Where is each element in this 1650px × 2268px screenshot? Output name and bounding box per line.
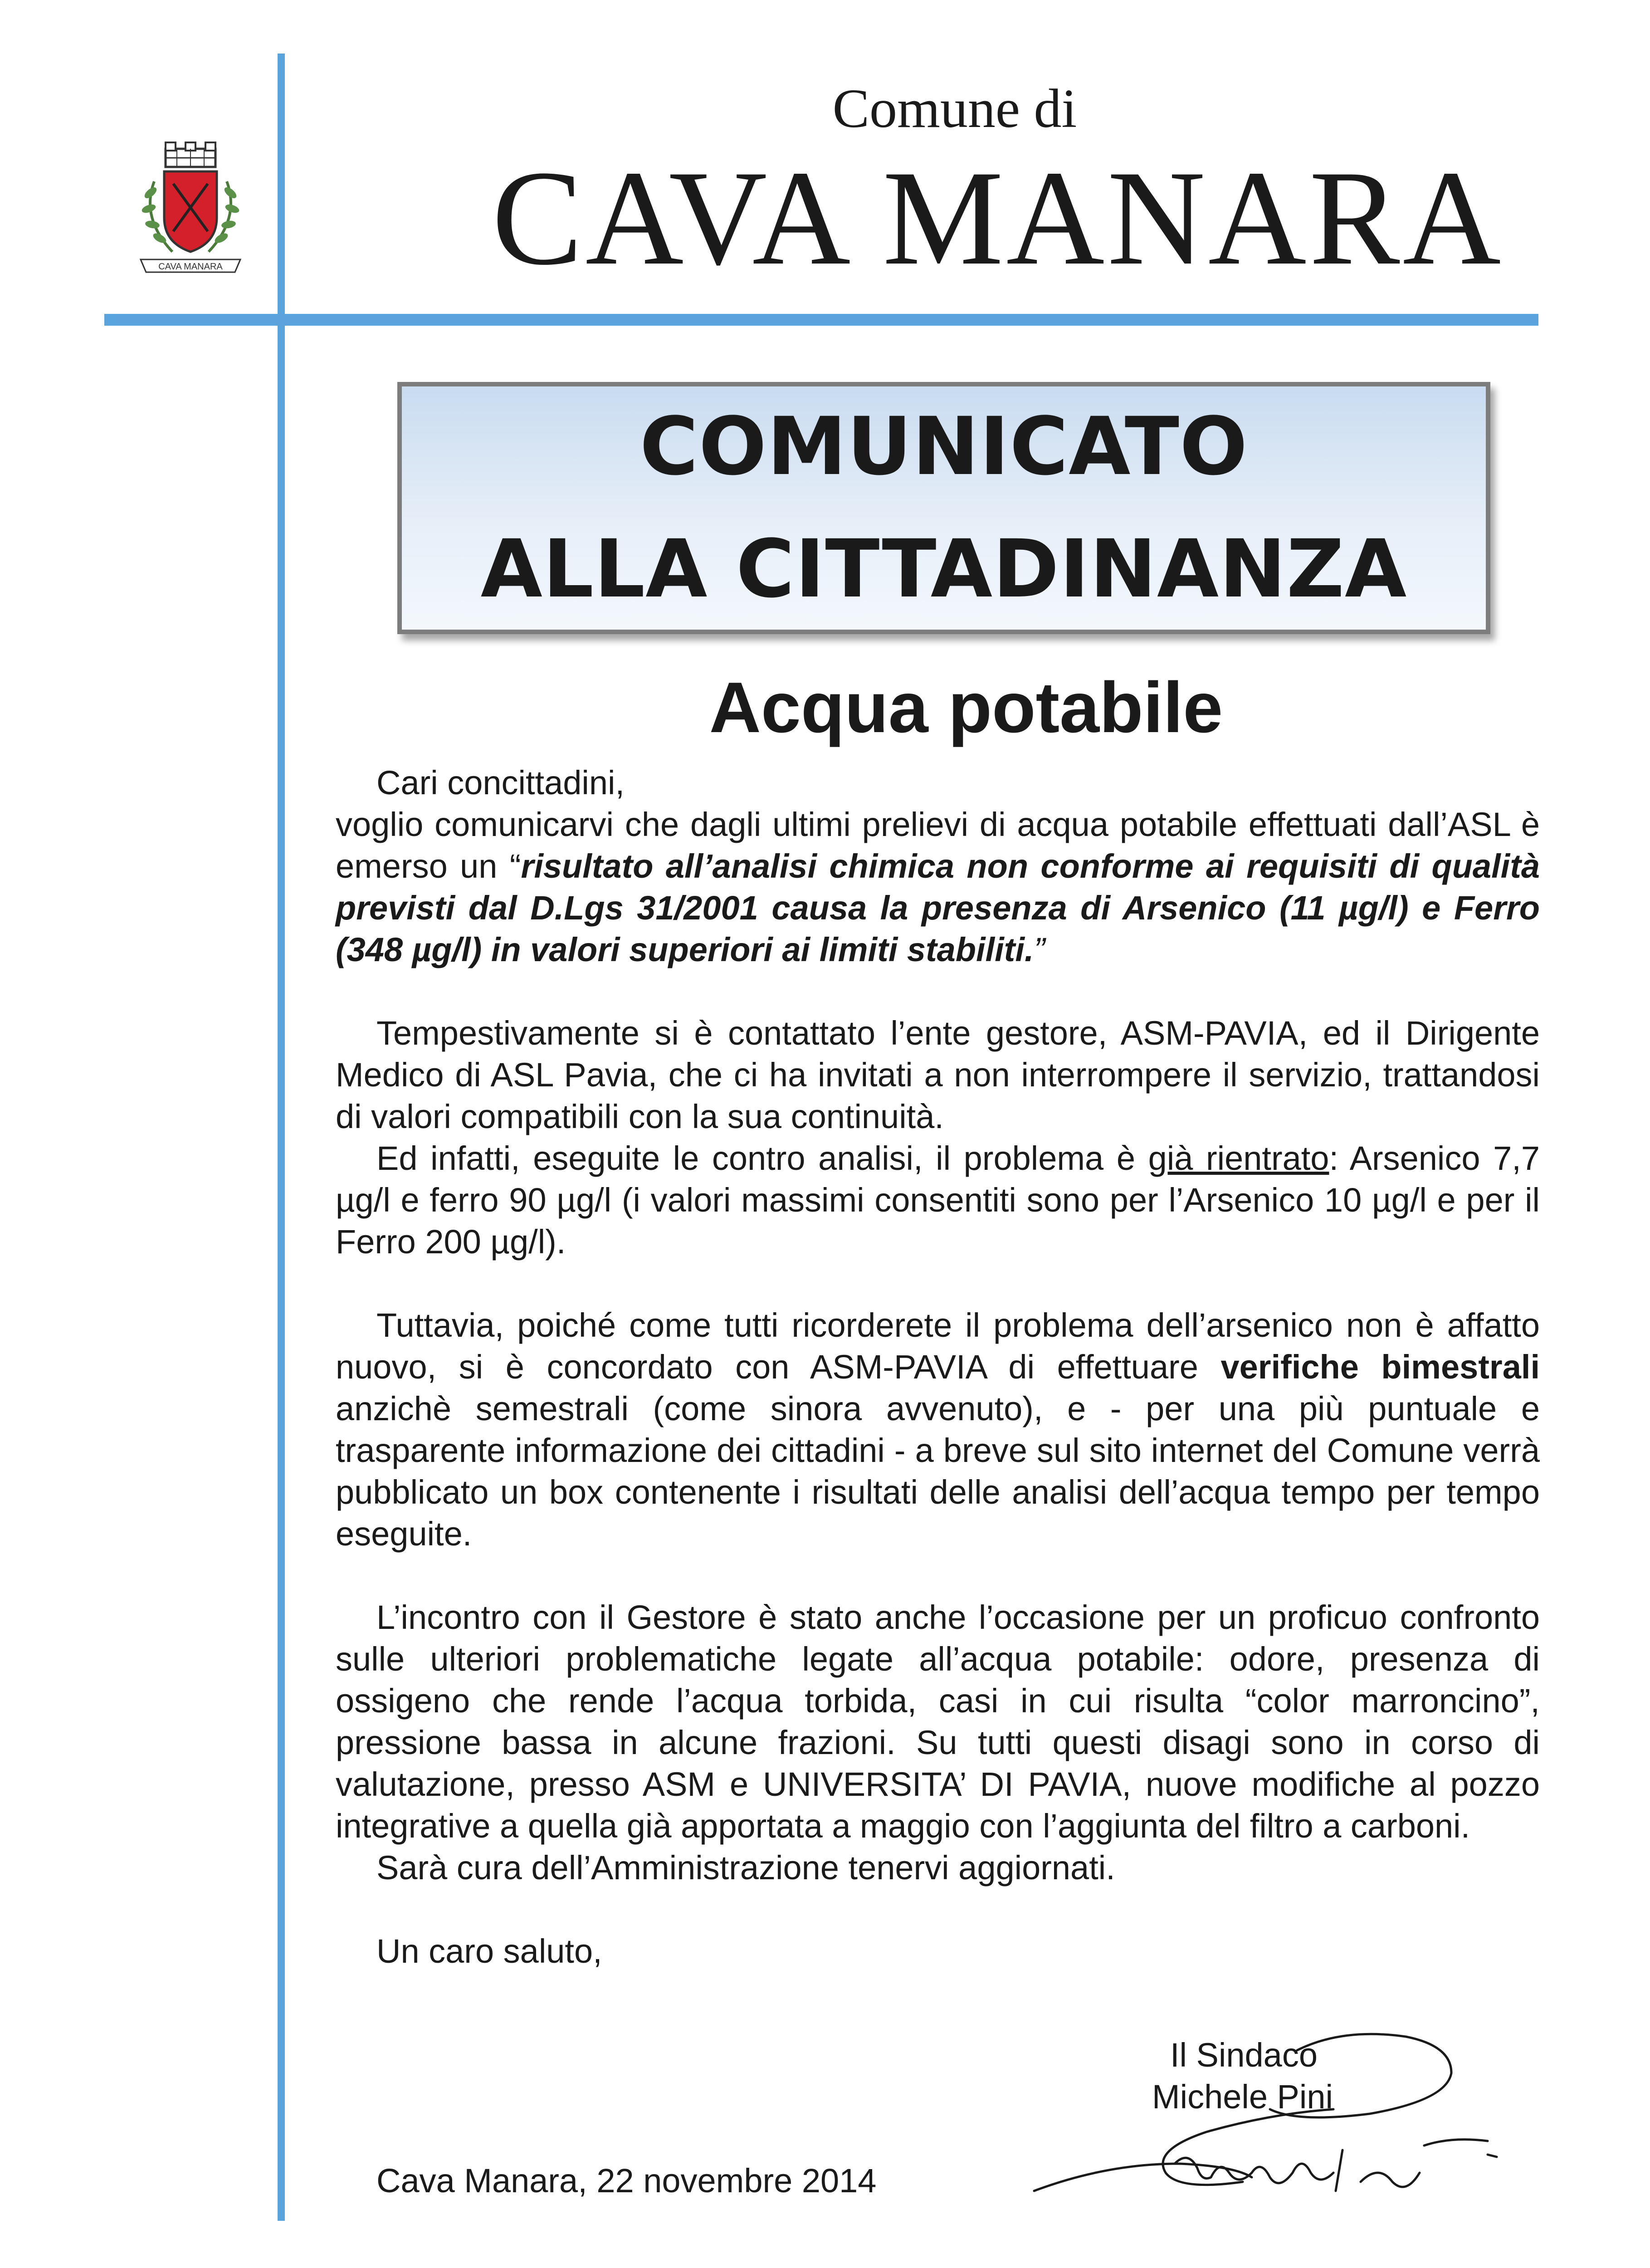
p1-closing-quote: ” bbox=[1034, 931, 1045, 968]
p4-text-end: anzichè semestrali (come sinora avvenuto), e - per una più puntuale e trasparente informazione dei cittadini - a breve sul sito internet del Comune verrà pubblicato un box contenente i risultati delle analisi dell’acqua tempo per tempo eseguite. bbox=[336, 1390, 1540, 1553]
announcement-banner bbox=[397, 382, 1490, 634]
signer-name: Michele Pini bbox=[1152, 2078, 1333, 2116]
p3-text: Ed infatti, eseguite le contro analisi, il problema è bbox=[376, 1139, 1148, 1177]
p3-text-end: : Arsenico 7,7 µg/l e ferro 90 µg/l (i valori massimi consentiti sono per l’Arsenico 10 µg/l e per il Ferro 200 µg/l). bbox=[336, 1139, 1540, 1261]
banner-line-1: COMUNICATO bbox=[639, 400, 1248, 493]
paragraph-1 bbox=[336, 804, 1540, 971]
p1-text: voglio comunicarvi che dagli ultimi prelievi di acqua potabile effettuati dall’ASL è emerso un “ bbox=[336, 806, 1540, 885]
p4-bold: verifiche bimestrali bbox=[1220, 1348, 1540, 1386]
salutation: Cari concittadini, bbox=[376, 764, 625, 802]
signer-block bbox=[1152, 2034, 1333, 2118]
banner-line-2: ALLA CITTADINANZA bbox=[480, 523, 1407, 616]
p1-emphasis: risultato all’analisi chimica non conforme ai requisiti di qualità previsti dal D.Lgs 31/2001 causa la presenza di Arsenico (11 µg/l) e Ferro (348 µg/l) in valori superiori ai limiti stabiliti. bbox=[336, 847, 1540, 968]
horizontal-rule bbox=[104, 314, 1538, 326]
closing-greeting: Un caro saluto, bbox=[376, 1932, 602, 1970]
paragraph-6: Sarà cura dell’Amministrazione tenervi aggiornati. bbox=[376, 1849, 1115, 1887]
header-comune-di: Comune di bbox=[832, 78, 1077, 139]
paragraph-4 bbox=[336, 1305, 1540, 1555]
place-date: Cava Manara, 22 novembre 2014 bbox=[376, 2162, 877, 2200]
subject-heading: Acqua potabile bbox=[709, 668, 1223, 748]
letter-body bbox=[336, 762, 1540, 1972]
vertical-rule bbox=[278, 54, 285, 2221]
header-city-name: CAVA MANARA bbox=[492, 142, 1504, 293]
paragraph-3 bbox=[336, 1138, 1540, 1263]
p4-text: Tuttavia, poiché come tutti ricorderete il problema dell’arsenico non è affatto nuovo, si è concordato con ASM-PAVIA di effettuare bbox=[336, 1306, 1540, 1386]
crest-ribbon-text: CAVA MANARA bbox=[158, 262, 223, 272]
paragraph-2: Tempestivamente si è contattato l’ente gestore, ASM-PAVIA, ed il Dirigente Medico di ASL Pavia, che ci ha invitati a non interrompere il servizio, trattandosi di valori compatibili con la sua continuità. bbox=[336, 1014, 1540, 1135]
signer-role: Il Sindaco bbox=[1170, 2036, 1318, 2074]
p3-underlined: già rientrato bbox=[1148, 1139, 1329, 1177]
paragraph-5: L’incontro con il Gestore è stato anche l’occasione per un proficuo confronto sulle ulteriori problematiche legate all’acqua potabile: odore, presenza di ossigeno che rende l’acqua torbida, casi in cui risulta “color marroncino”, pressione bassa in alcune frazioni. Su tutti questi disagi sono in corso di valutazione, presso ASM e UNIVERSITA’ DI PAVIA, nuove modifiche al pozzo integrative a quella già apportata a maggio con l’aggiunta del filtro a carboni. bbox=[336, 1598, 1540, 1845]
coat-of-arms-icon bbox=[122, 141, 259, 286]
